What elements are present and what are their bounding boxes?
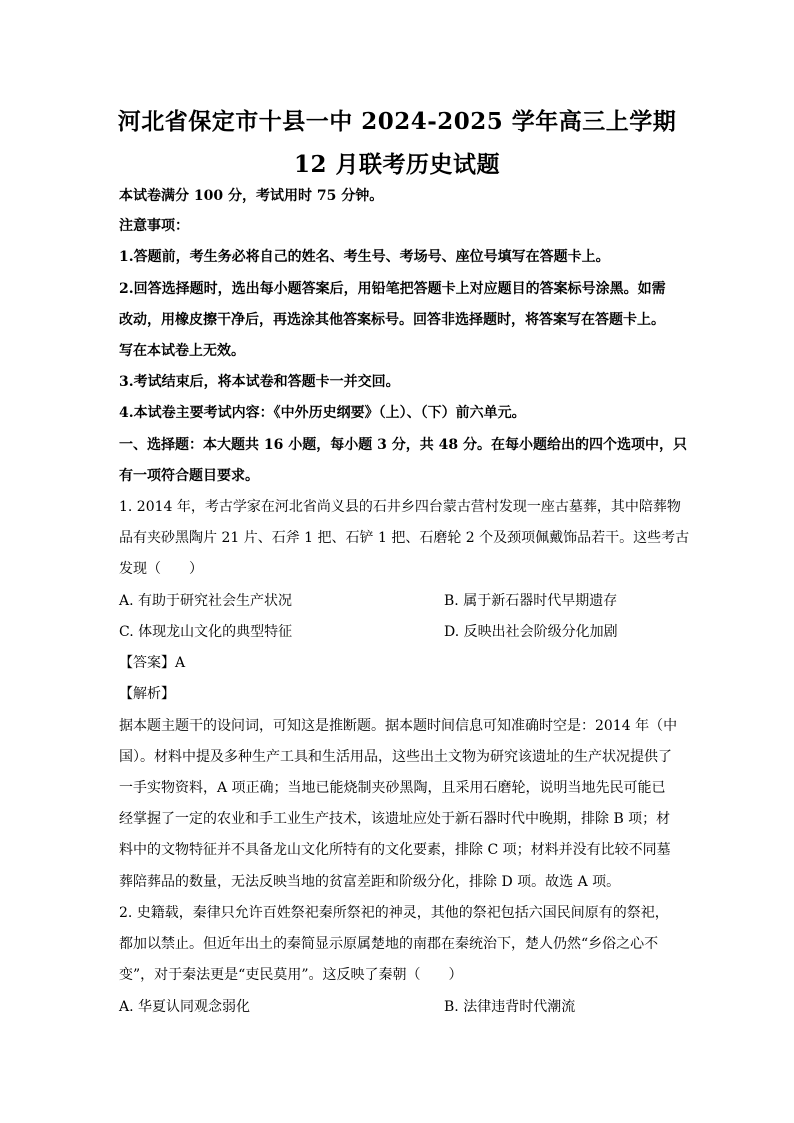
q2-option-a: A. 华夏认同观念弱化 <box>119 999 251 1015</box>
q1-analysis-line: 据本题主题干的设问词，可知这是推断题。据本题时间信息可知准确时空是：2014 年（中 <box>119 718 678 734</box>
q2-stem-line: 都加以禁止。但近年出土的秦简显示原属楚地的南郡在秦统治下，楚人仍然“乡俗之心不 <box>119 936 659 952</box>
notice-line: 1.答题前，考生务必将自己的姓名、考生号、考场号、座位号填写在答题卡上。 <box>119 249 610 265</box>
q2-option-b: B. 法律违背时代潮流 <box>444 999 576 1015</box>
q1-option-b: B. 属于新石器时代早期遗存 <box>444 593 618 609</box>
q1-answer: 【答案】A <box>119 655 186 671</box>
exam-intro: 本试卷满分 100 分，考试用时 75 分钟。 <box>119 188 384 204</box>
q1-option-c: C. 体现龙山文化的典型特征 <box>119 624 293 640</box>
q2-stem-line: 变”，对于秦法更是“吏民莫用”。这反映了秦朝（ ） <box>119 967 463 983</box>
q1-analysis-line: 葬陪葬品的数量，无法反映当地的贫富差距和阶级分化，排除 D 项。故选 A 项。 <box>119 874 621 890</box>
section-heading-cont: 有一项符合题目要求。 <box>119 468 259 484</box>
q1-stem-line: 发现（ ） <box>119 561 203 577</box>
q1-stem-line: 1. 2014 年，考古学家在河北省尚义县的石井乡四台蒙古营村发现一座古墓葬，其中陪葬物 <box>119 499 681 515</box>
notice-line: 3.考试结束后，将本试卷和答题卡一并交回。 <box>119 374 400 390</box>
notice-line: 改动，用橡皮擦干净后，再选涂其他答案标号。回答非选择题时，将答案写在答题卡上。 <box>119 312 665 328</box>
document-subtitle: 12 月联考历史试题 <box>293 151 500 178</box>
section-heading: 一、选择题：本大题共 16 小题，每小题 3 分，共 48 分。在每小题给出的四个选项中，只 <box>119 437 687 453</box>
document-title: 河北省保定市十县一中 2024-2025 学年高三上学期 <box>117 108 677 135</box>
notice-line: 4.本试卷主要考试内容：《中外历史纲要》（上）、（下）前六单元。 <box>119 405 526 421</box>
q1-analysis-line: 经掌握了一定的农业和手工业生产技术，该遗址应处于新石器时代中晚期，排除 B 项；材 <box>119 811 671 827</box>
q1-option-d: D. 反映出社会阶级分化加剧 <box>444 624 618 640</box>
q1-option-a: A. 有助于研究社会生产状况 <box>119 593 293 609</box>
notice-line: 写在本试卷上无效。 <box>119 343 245 359</box>
q1-analysis-heading: 【解析】 <box>119 686 175 702</box>
q1-analysis-line: 国）。材料中提及多种生产工具和生活用品，这些出土文物为研究该遗址的生产状况提供了 <box>119 749 672 765</box>
q1-stem-line: 品有夹砂黑陶片 21 片、石斧 1 把、石铲 1 把、石磨轮 2 个及颈项佩戴饰品若干。这些考古 <box>119 530 690 546</box>
q2-stem-line: 2. 史籍载，秦律只允许百姓祭祀秦所祭祀的神灵，其他的祭祀包括六国民间原有的祭祀， <box>119 905 669 921</box>
notice-line: 2.回答选择题时，选出每小题答案后，用铅笔把答题卡上对应题目的答案标号涂黑。如需 <box>119 281 666 297</box>
notice-heading: 注意事项： <box>119 218 189 234</box>
q1-analysis-line: 料中的文物特征并不具备龙山文化所特有的文化要素，排除 C 项；材料并没有比较不同墓 <box>119 842 671 858</box>
q1-analysis-line: 一手实物资料，A 项正确；当地已能烧制夹砂黑陶，且采用石磨轮，说明当地先民可能已 <box>119 780 666 796</box>
